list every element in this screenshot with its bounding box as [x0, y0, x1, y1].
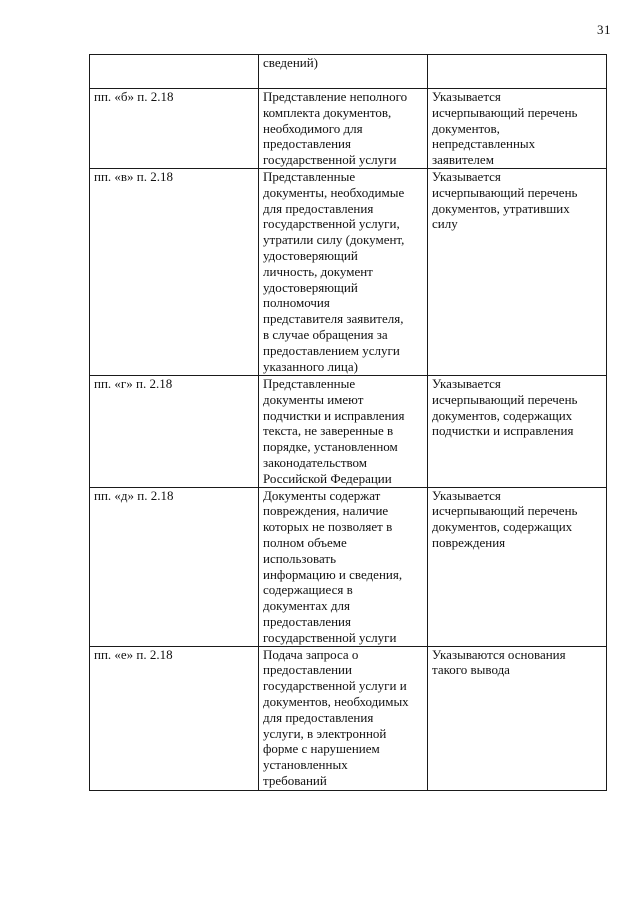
- reason-cell: Представление неполного комплекта документов, необходимого для предоставления государственной услуги: [259, 89, 428, 169]
- note-cell: Указывается исчерпывающий перечень документов, содержащих повреждения: [428, 487, 607, 646]
- table-row: [90, 375, 607, 487]
- reason-cell: сведений): [259, 55, 428, 89]
- clause-cell: пп. «е» п. 2.18: [90, 646, 259, 790]
- reason-cell: Представленные документы, необходимые для предоставления государственной услуги, утратили силу (документ, удостоверяющий личность, документ удостоверяющий полномочия представителя заявителя, в случае обращения за предоставлением услуги указанного лица): [259, 168, 428, 375]
- refusal-grounds-table: [89, 54, 607, 791]
- clause-cell: пп. «б» п. 2.18: [90, 89, 259, 169]
- note-cell: Указывается исчерпывающий перечень документов, непредставленных заявителем: [428, 89, 607, 169]
- clause-cell: пп. «г» п. 2.18: [90, 375, 259, 487]
- note-cell: Указываются основания такого вывода: [428, 646, 607, 790]
- reason-cell: Представленные документы имеют подчистки и исправления текста, не заверенные в порядке, установленном законодательством Российской Федерации: [259, 375, 428, 487]
- table-row: [90, 168, 607, 375]
- table-row: [90, 646, 607, 790]
- reason-cell: Документы содержат повреждения, наличие которых не позволяет в полном объеме использовать информацию и сведения, содержащиеся в документах для предоставления государственной услуги: [259, 487, 428, 646]
- table-row: [90, 55, 607, 89]
- clause-cell: [90, 55, 259, 89]
- note-cell: Указывается исчерпывающий перечень документов, содержащих подчистки и исправления: [428, 375, 607, 487]
- table-row: [90, 487, 607, 646]
- clause-cell: пп. «д» п. 2.18: [90, 487, 259, 646]
- page-number: 31: [597, 22, 611, 37]
- table-row: [90, 89, 607, 169]
- reason-cell: Подача запроса о предоставлении государственной услуги и документов, необходимых для предоставления услуги, в электронной форме с нарушением установленных требований: [259, 646, 428, 790]
- note-cell: Указывается исчерпывающий перечень документов, утративших силу: [428, 168, 607, 375]
- clause-cell: пп. «в» п. 2.18: [90, 168, 259, 375]
- note-cell: [428, 55, 607, 89]
